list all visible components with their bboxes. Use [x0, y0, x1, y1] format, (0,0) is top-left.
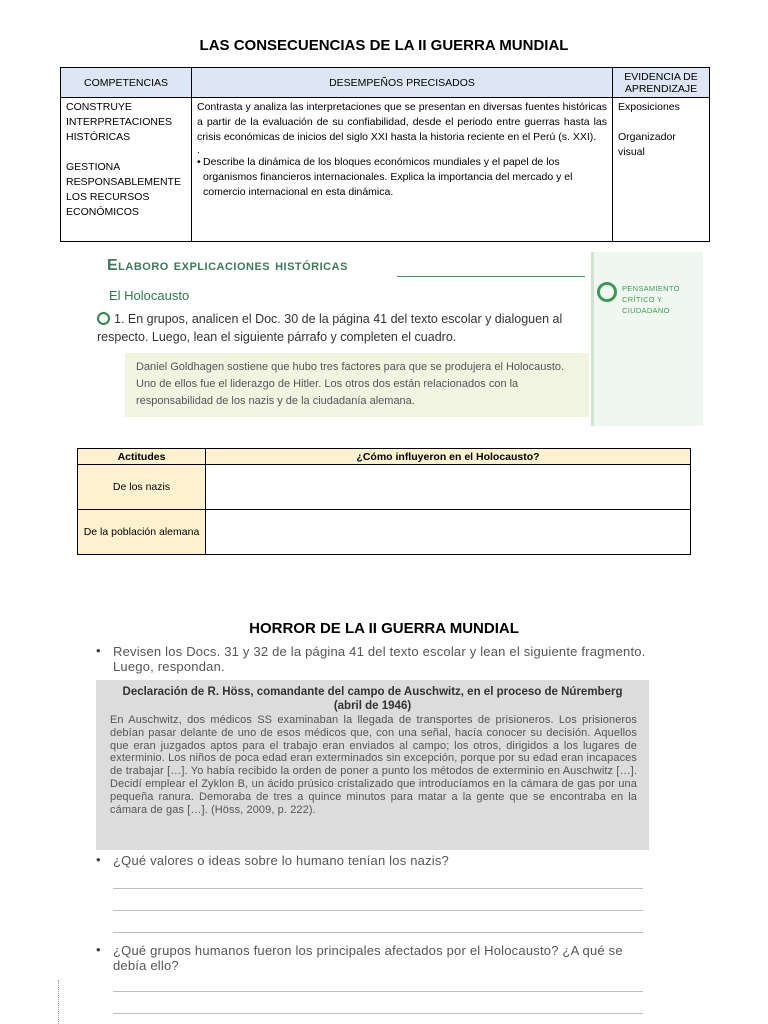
goldhagen-paragraph: Daniel Goldhagen sostiene que hubo tres factores para que se produjera el Holocausto. Uno de ellos fue el liderazgo de Hitler. Los otros dos están relacionados con la responsabilidad de los nazis y de la ciudadanía alemana. [125, 353, 589, 417]
performance-cell [192, 98, 613, 242]
bullet-icon: • [96, 942, 101, 957]
bullet-icon: • [197, 156, 201, 168]
answer-line[interactable] [113, 991, 643, 992]
question-2: ¿Qué valores o ideas sobre lo humano tenían los nazis? [113, 853, 449, 868]
section-heading: Elaboro explicaciones históricas [107, 257, 348, 274]
quote-title [96, 685, 649, 713]
answer-cell-poblacion[interactable] [206, 510, 691, 555]
bullet-icon: • [96, 852, 101, 867]
textbook-excerpt-holocausto [97, 252, 703, 426]
quote-box [96, 680, 649, 850]
margin-dots [58, 980, 60, 1024]
header-desempenos: DESEMPEÑOS PRECISADOS [192, 68, 613, 98]
instruction-text: Revisen los Docs. 31 y 32 de la página 41 del texto escolar y lean el siguiente fragmento. Luego, respondan. [113, 644, 646, 674]
thinking-icon [597, 282, 617, 302]
row-label-nazis: De los nazis [78, 465, 206, 510]
question-1 [97, 310, 591, 346]
header-actitudes: Actitudes [78, 449, 206, 465]
answer-line[interactable] [113, 910, 643, 911]
answer-line[interactable] [113, 888, 643, 889]
table-row [78, 510, 691, 555]
competency-1: CONSTRUYE INTERPRETACIONES HISTÓRICAS [66, 101, 172, 143]
sidebar-strip [591, 252, 703, 426]
evidence-cell [613, 98, 710, 242]
question-1-text: 1. En grupos, analicen el Doc. 30 de la página 41 del texto escolar y dialoguen al respecto. Luego, lean el siguiente párrafo y completen el cuadro. [97, 312, 563, 344]
row-label-poblacion: De la población alemana [78, 510, 206, 555]
answer-line[interactable] [113, 1013, 643, 1014]
section-subheading: El Holocausto [109, 288, 190, 303]
page-title: LAS CONSECUENCIAS DE LA II GUERRA MUNDIAL [199, 37, 569, 54]
table-row [78, 465, 691, 510]
performance-1: Contrasta y analiza las interpretaciones que se presentan en diversas fuentes históricas a partir de la evaluación de su confiabilidad, desde el periodo entre guerras hasta las crisis económicas de inicios del siglo XXI hasta la historia reciente en el Perú (s. XXI). [197, 101, 607, 143]
sidebar-label [622, 283, 703, 316]
sidebar-label-2: CRÍTICO Y CIUDADANO [622, 295, 670, 315]
competencies-table [60, 67, 710, 242]
quote-body: En Auschwitz, dos médicos SS examinaban la llegada de transportes de prisioneros. Los prisioneros debían pasar delante de uno de esos médicos que, con una señal, hacía conocer su decisión. Aquellos que eran juzgados aptos para el trabajo eran enviados al campo; los otros, dirigidos a los lugares de exterminio. Los niños de poca edad eran exterminados sin excepción, porque por su edad eran incapaces de trabajar […]. Yo había recibido la orden de poner a punto los métodos de exterminio en Auschwitz […]. Decidí emplear el Zyklon B, un ácido prúsico cristalizado que introducíamos en la cámara de gas por una pequeña ranura. Demoraba de tres a quince minutos para matar a la gente que se encontraba en la cámara de gas […]. (Höss, 2009, p. 222). [110, 714, 637, 816]
heading-rule [397, 276, 585, 277]
header-evidencia: EVIDENCIA DE APRENDIZAJE [613, 68, 710, 98]
answer-line[interactable] [113, 932, 643, 933]
evidence-1: Exposiciones [618, 101, 680, 113]
competencies-cell [61, 98, 192, 242]
question-3: ¿Qué grupos humanos fueron los principales afectados por el Holocausto? ¿A qué se debía ello? [113, 943, 623, 973]
quote-title-text: Declaración de R. Höss, comandante del campo de Auschwitz, en el proceso de Núremberg (abril de 1946) [122, 686, 623, 712]
textbook-excerpt-horror [93, 640, 658, 1024]
attitudes-table [77, 448, 691, 555]
bullet-icon: • [96, 643, 101, 658]
performance-2: Describe la dinámica de los bloques económicos mundiales y el papel de los organismos financieros internacionales. Explica la importancia del mercado y el comercio internacional en esta dinámica. [203, 156, 573, 198]
group-icon [97, 312, 110, 325]
header-competencias: COMPETENCIAS [61, 68, 192, 98]
performance-2-bullet [197, 155, 607, 200]
sidebar-label-1: PENSAMIENTO [622, 284, 680, 293]
header-influencia: ¿Cómo influyeron en el Holocausto? [206, 449, 691, 465]
evidence-2: Organizador visual [618, 131, 676, 158]
answer-cell-nazis[interactable] [206, 465, 691, 510]
performance-dot: . [197, 144, 200, 156]
section-title-horror: HORROR DE LA II GUERRA MUNDIAL [249, 620, 519, 637]
competency-2: GESTIONA RESPONSABLEMENTE LOS RECURSOS ECONÓMICOS [66, 161, 181, 218]
